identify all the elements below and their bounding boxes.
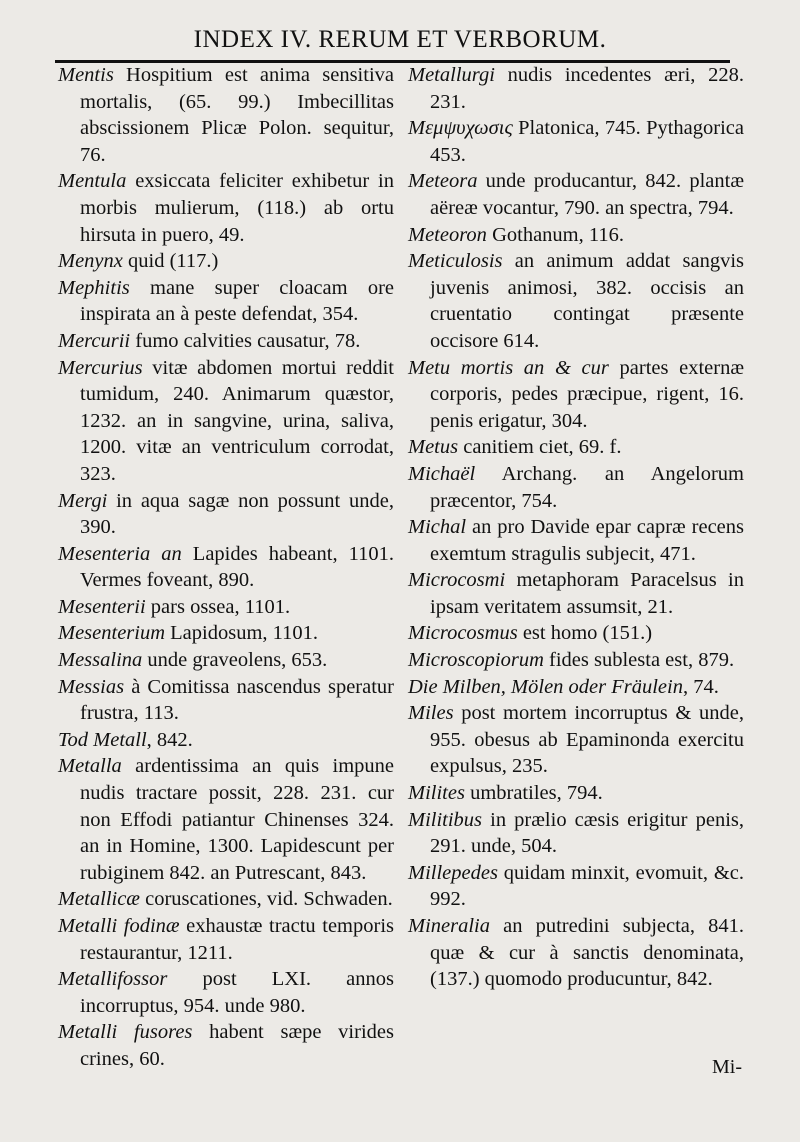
entry-keyword: Mesenteria an — [58, 542, 182, 565]
index-entry — [408, 567, 744, 620]
entry-keyword: Metalli fusores — [58, 1021, 193, 1044]
index-entry — [58, 62, 394, 168]
entry-keyword: Microcosmi — [408, 569, 506, 592]
entry-keyword: Mesenterii — [58, 595, 146, 618]
index-entry — [58, 620, 394, 647]
entry-text: an animum addat sangvis juvenis animosi, 382. occisis an cruentatio contingat præsente occisore 614. — [430, 250, 744, 352]
entry-text: metaphoram Paracelsus in ipsam veritatem assumsit, 21. — [430, 569, 744, 618]
entry-text: umbratiles, 794. — [464, 782, 603, 805]
index-entry — [58, 753, 394, 886]
entry-text: Lapides habeant, 1101. Vermes foveant, 890. — [80, 542, 394, 592]
entry-text: mane super cloacam ore inspirata an à peste defendat, 354. — [80, 276, 394, 326]
index-entry — [58, 328, 394, 355]
index-entry — [408, 620, 744, 647]
entry-keyword: Mercurii — [58, 329, 131, 352]
entry-keyword: Mephitis — [58, 276, 130, 299]
entry-keyword: Metu mortis an & cur — [408, 356, 609, 379]
index-entry — [408, 248, 744, 354]
index-entry — [408, 913, 744, 993]
entry-text: à Comitissa nascendus speratur frustra, 113. — [80, 675, 394, 725]
index-entry — [58, 275, 394, 328]
entry-text: in prælio cæsis erigitur penis, 291. unde, 504. — [430, 808, 744, 858]
entry-keyword: Metallicæ — [58, 888, 140, 911]
index-entry — [408, 355, 744, 435]
entry-keyword: Meteora — [408, 170, 478, 193]
index-entry — [58, 966, 394, 1019]
entry-keyword: Militibus — [408, 808, 483, 831]
entry-text: post LXI. annos incorruptus, 954. unde 980. — [80, 968, 394, 1017]
index-entry — [58, 913, 394, 966]
index-entry — [408, 461, 744, 514]
entry-keyword: Tod Metall — [58, 728, 147, 751]
entry-keyword: Messias — [58, 675, 125, 698]
index-entry — [408, 807, 744, 860]
index-entry — [58, 1019, 394, 1072]
entry-keyword: Mesenterium — [58, 622, 166, 645]
entry-text: exhaustæ tractu temporis restaurantur, 1211. — [80, 915, 394, 964]
entry-text: pars ossea, 1101. — [145, 595, 291, 618]
entry-keyword: Michaël — [408, 462, 476, 485]
index-entry — [408, 434, 744, 461]
index-entry — [58, 886, 394, 913]
entry-text: coruscationes, vid. Schwaden. — [139, 888, 393, 911]
index-entry — [58, 248, 394, 275]
entry-text: Archang. an Angelorum præcentor, 754. — [430, 462, 744, 512]
index-entry — [58, 488, 394, 541]
index-entry — [408, 780, 744, 807]
entry-text: Hospitium est anima sensitiva mortalis, (65. 99.) Imbecillitas abscissionem Plicæ Polon. sequitur, 76. — [80, 64, 394, 166]
entry-keyword: Microscopiorum — [408, 649, 544, 672]
entry-text: Lapidosum, 1101. — [165, 622, 319, 645]
right-column — [408, 62, 744, 993]
entry-text: vitæ abdomen mortui reddit tumidum, 240. Animarum quæstor, 1232. an in sangvine, urina, saliva, 1200. vitæ an ventriculum corrodat, 323. — [80, 356, 394, 485]
entry-text: canitiem ciet, 69. f. — [458, 436, 622, 459]
entry-text: partes externæ corporis, pedes præcipue, rigent, 16. penis erigatur, 304. — [430, 356, 745, 432]
entry-keyword: Milites — [408, 782, 465, 805]
entry-keyword: Meticulosis — [408, 250, 503, 273]
entry-keyword: Metallifossor — [58, 968, 168, 991]
index-entry — [58, 541, 394, 594]
index-entry — [408, 222, 744, 249]
entry-text: , 74. — [682, 675, 719, 698]
entry-keyword: Millepedes — [408, 861, 498, 884]
index-entry — [408, 168, 744, 221]
catchword: Mi- — [712, 1056, 742, 1078]
entry-keyword: Microcosmus — [408, 622, 518, 645]
left-column — [58, 62, 394, 1073]
entry-text: fumo calvities causatur, 78. — [130, 329, 361, 352]
entry-keyword: Mercurius — [58, 356, 143, 379]
entry-text: ardentissima an quis impune nudis tractare possit, 228. 231. cur non Effodi patiantur Chinenses 324. an in Homine, 1300. Lapidescunt per rubiginem 842. an Putrescant, 843. — [80, 755, 394, 884]
entry-keyword: Mentis — [58, 64, 114, 86]
entry-keyword: Messalina — [58, 649, 143, 672]
entry-keyword: Mergi — [58, 489, 108, 512]
entry-text: in aqua sagæ non possunt unde, 390. — [80, 489, 394, 539]
entry-keyword: Meteoron — [408, 223, 487, 246]
entry-text: quid (117.) — [122, 250, 219, 273]
index-entry — [58, 168, 394, 248]
entry-keyword: Michal — [408, 516, 467, 539]
entry-text: Platonica, 745. Pythagorica 453. — [430, 117, 744, 166]
entry-keyword: Metallurgi — [408, 64, 495, 86]
entry-text: an pro Davide epar capræ recens exemtum stragulis subjecit, 471. — [430, 516, 744, 565]
index-entry — [408, 62, 744, 115]
entry-keyword: Μεμψυχωσις — [408, 117, 513, 140]
entry-text: fides sublesta est, 879. — [543, 649, 735, 672]
entry-text: habent sæpe virides crines, 60. — [80, 1021, 394, 1070]
entry-keyword: Mentula — [58, 170, 127, 193]
index-entry — [58, 355, 394, 488]
entry-text: unde producantur, 842. plantæ aëreæ vocantur, 790. an spectra, 794. — [430, 170, 744, 219]
entry-text: unde graveolens, 653. — [142, 649, 328, 672]
index-entry — [58, 647, 394, 674]
index-entry — [408, 860, 744, 913]
entry-text: Gothanum, 116. — [486, 223, 624, 246]
index-entry — [408, 674, 744, 701]
entry-text: nudis incedentes æri, 228. 231. — [430, 64, 744, 113]
entry-keyword: Metalli fodinæ — [58, 915, 180, 937]
index-entry — [58, 594, 394, 621]
entry-text: est homo (151.) — [517, 622, 653, 645]
index-entry — [408, 700, 744, 780]
entry-keyword: Metus — [408, 436, 459, 459]
entry-text: exsiccata feliciter exhibetur in morbis mulierum, (118.) ab ortu hirsuta in puero, 49. — [80, 170, 394, 246]
entry-text: , 842. — [146, 728, 193, 751]
index-entry — [408, 115, 744, 168]
entry-keyword: Die Milben, Mölen oder Fräulein — [408, 675, 683, 698]
entry-text: post mortem incorruptus & unde, 955. obesus ab Epaminonda exercitu expulsus, 235. — [430, 702, 744, 778]
index-entry — [408, 514, 744, 567]
entry-keyword: Mineralia — [408, 915, 490, 937]
index-entry — [58, 674, 394, 727]
entry-text: quidam minxit, evomuit, &c. 992. — [430, 861, 744, 911]
index-entry — [58, 727, 394, 754]
entry-keyword: Menynx — [58, 250, 123, 273]
entry-text: an putredini subjecta, 841. quæ & cur à sanctis denominata, (137.) quomodo producuntur, 842. — [430, 915, 744, 991]
entry-keyword: Miles — [408, 702, 454, 725]
entry-keyword: Metalla — [58, 755, 122, 778]
index-entry — [408, 647, 744, 674]
page-header: INDEX IV. RERUM ET VERBORUM. — [193, 26, 607, 53]
